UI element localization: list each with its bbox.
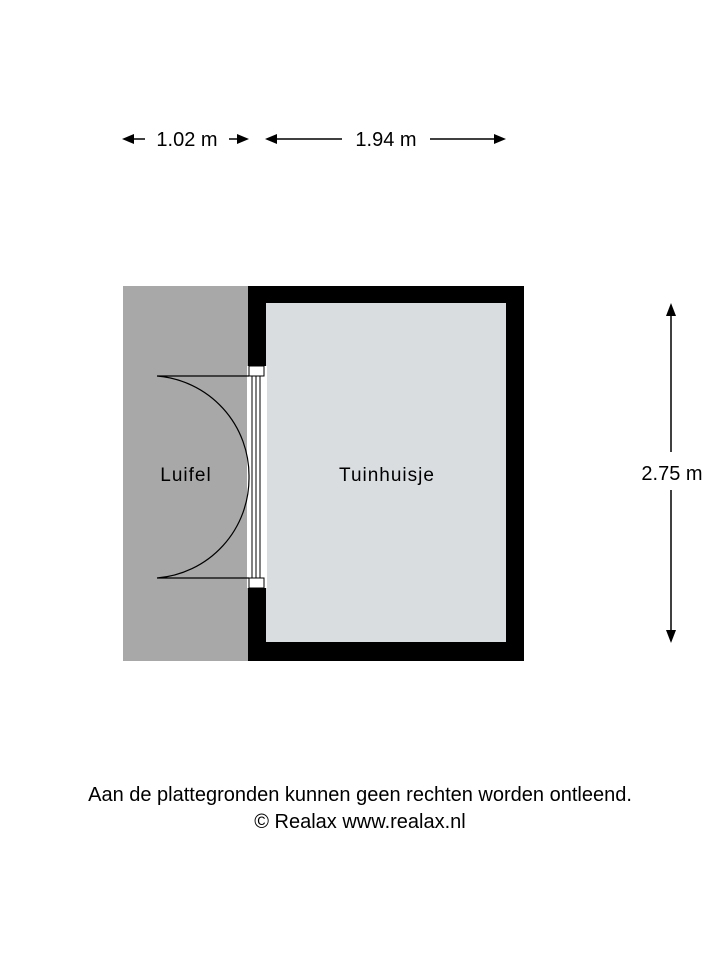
dimension-label-luifel-width: 1.02 m — [156, 129, 218, 151]
disclaimer-text: Aan de plattegronden kunnen geen rechten worden ontleend. — [88, 784, 632, 806]
door-opening — [247, 366, 267, 588]
room-label-tuinhuisje: Tuinhuisje — [339, 465, 435, 486]
dimension-label-tuinhuisje-width: 1.94 m — [355, 129, 417, 151]
copyright-text: © Realax www.realax.nl — [254, 811, 466, 833]
door-frame-bottom — [249, 578, 264, 588]
room-label-luifel: Luifel — [160, 465, 212, 486]
dimension-label-height: 2.75 m — [641, 463, 703, 485]
door-frame-top — [249, 366, 264, 376]
